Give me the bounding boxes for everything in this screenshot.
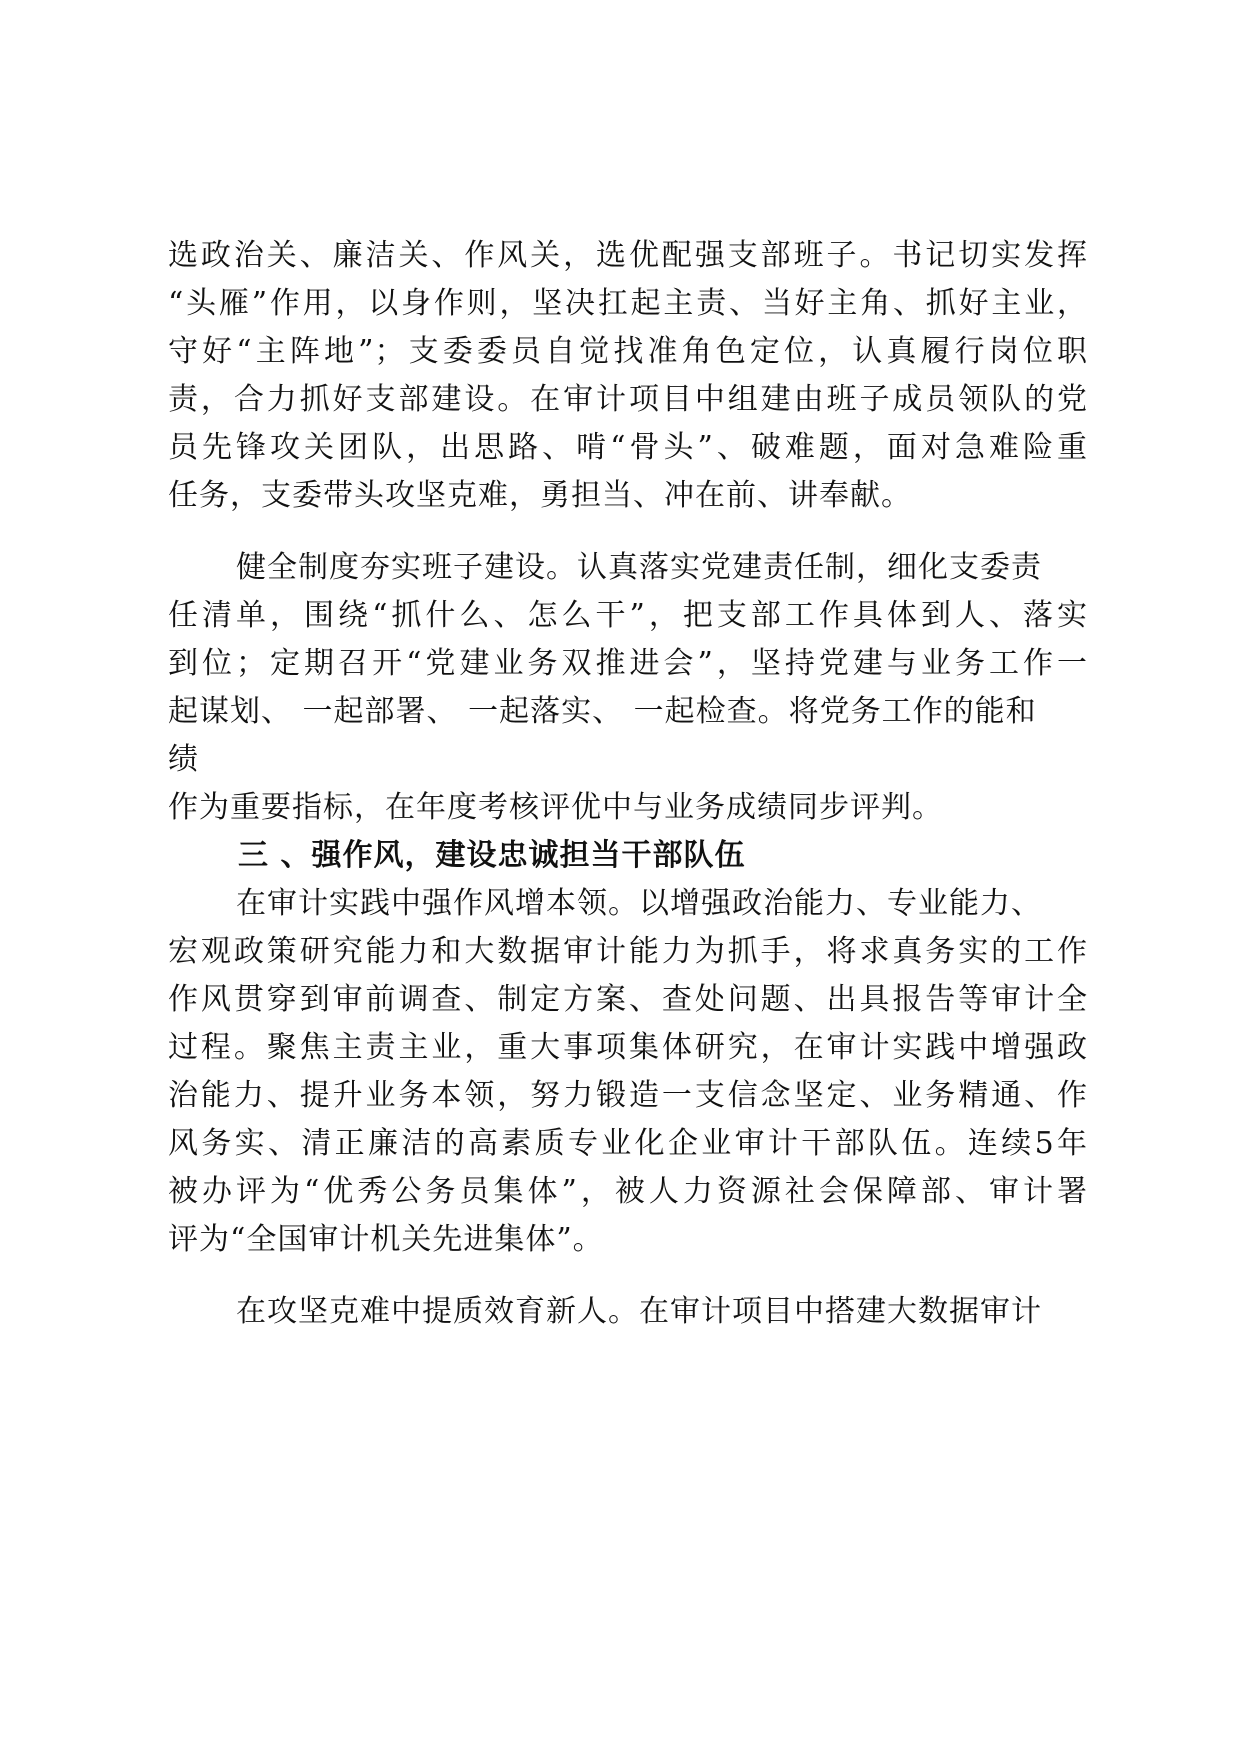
paragraph-line: 评为“全国审计机关先进集体”。 bbox=[168, 1222, 604, 1257]
paragraph-line: 绩 bbox=[168, 742, 199, 777]
paragraph-line: 健全制度夯实班子建设。认真落实党建责任制，细化支委责 bbox=[236, 550, 1042, 585]
paragraph-line: 在攻坚克难中提质效育新人。在审计项目中搭建大数据审计 bbox=[236, 1294, 1042, 1329]
paragraph-line: 在审计实践中强作风增本领。以增强政治能力、专业能力、 bbox=[236, 886, 1042, 921]
paragraph-line: 到位；定期召开“党建业务双推进会”，坚持党建与业务工作一 bbox=[168, 646, 1088, 681]
paragraph-line: 员先锋攻关团队，出思路、啃“骨头”、破难题，面对急难险重 bbox=[168, 430, 1088, 465]
paragraph-line: 任清单，围绕“抓什么、怎么干”，把支部工作具体到人、落实 bbox=[168, 598, 1088, 633]
paragraph-line: 选政治关、廉洁关、作风关，选优配强支部班子。书记切实发挥 bbox=[168, 238, 1088, 273]
paragraph-line: 被办评为“优秀公务员集体”，被人力资源社会保障部、审计署 bbox=[168, 1174, 1088, 1209]
paragraph-line: 宏观政策研究能力和大数据审计能力为抓手，将求真务实的工作 bbox=[168, 934, 1088, 969]
section-heading: 三 、强作风，建设忠诚担当干部队伍 bbox=[238, 838, 746, 873]
paragraph-line: 起谋划、 一起部署、 一起落实、 一起检查。将党务工作的能和 bbox=[168, 694, 1037, 729]
paragraph-line: 作风贯穿到审前调查、制定方案、查处问题、出具报告等审计全 bbox=[168, 982, 1088, 1017]
paragraph-line: 责，合力抓好支部建设。在审计项目中组建由班子成员领队的党 bbox=[168, 382, 1088, 417]
paragraph-line: “头雁”作用，以身作则，坚决扛起主责、当好主角、抓好主业， bbox=[168, 286, 1088, 321]
paragraph-line: 守好“主阵地”；支委委员自觉找准角色定位，认真履行岗位职 bbox=[168, 334, 1088, 369]
paragraph-line: 治能力、提升业务本领，努力锻造一支信念坚定、业务精通、作 bbox=[168, 1078, 1088, 1113]
paragraph-line: 作为重要指标，在年度考核评优中与业务成绩同步评判。 bbox=[168, 790, 943, 825]
paragraph-line: 过程。聚焦主责主业，重大事项集体研究，在审计实践中增强政 bbox=[168, 1030, 1088, 1065]
paragraph-line: 风务实、清正廉洁的高素质专业化企业审计干部队伍。连续5年 bbox=[168, 1126, 1088, 1161]
paragraph-line: 任务，支委带头攻坚克难，勇担当、冲在前、讲奉献。 bbox=[168, 478, 912, 513]
